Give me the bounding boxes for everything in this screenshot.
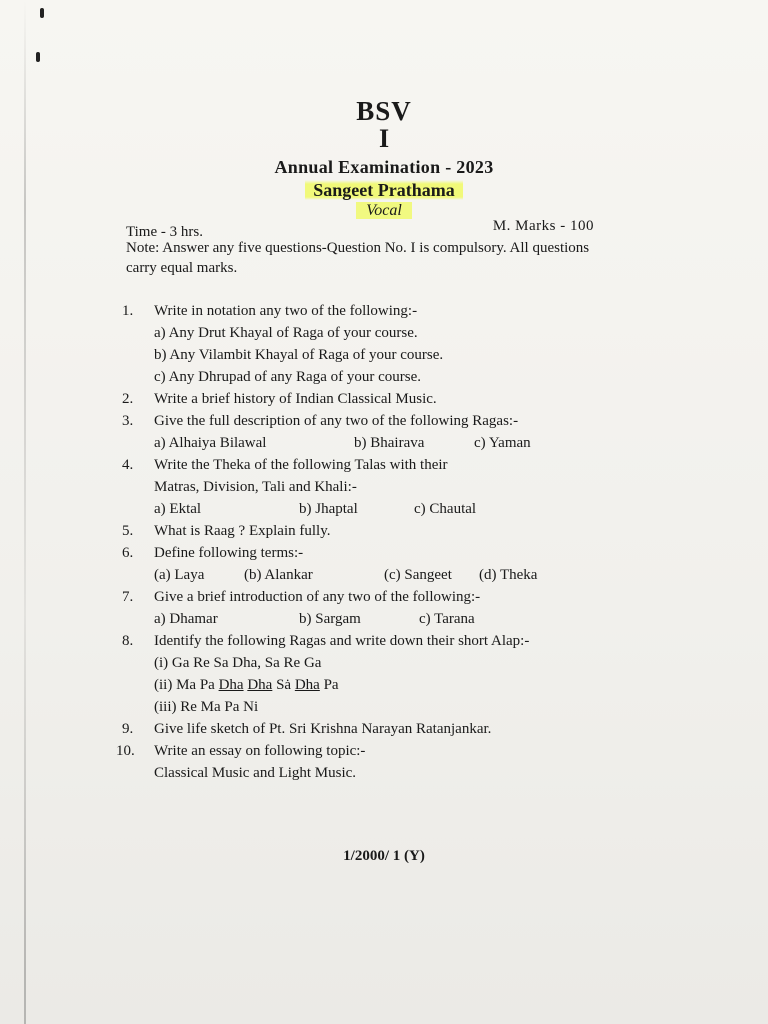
- paper-type: [0, 202, 768, 220]
- option: (d) Theka: [479, 567, 538, 583]
- option: a) Dhamar: [154, 611, 218, 627]
- question-2: [122, 388, 622, 410]
- question-text: What is Raag ? Explain fully.: [154, 523, 331, 539]
- sub-option: a) Any Drut Khayal of Raga of your course.: [154, 325, 418, 341]
- question-10: [116, 740, 622, 784]
- semester-numeral: I: [378, 124, 390, 153]
- question-list: [116, 300, 622, 784]
- question-text: Write the Theka of the following Talas with their: [154, 457, 448, 473]
- question-number: 3.: [122, 413, 134, 429]
- alap-part: Sȧ: [272, 677, 295, 693]
- margin-mark: [36, 52, 40, 62]
- alap-part: (ii) Ma Pa: [154, 677, 219, 693]
- option-row: [154, 432, 622, 454]
- sub-option: b) Any Vilambit Khayal of Raga of your course.: [154, 347, 444, 363]
- komal-note: Dha: [218, 677, 244, 693]
- question-text: Identify the following Ragas and write down their short Alap:-: [154, 633, 530, 649]
- question-3: [122, 410, 622, 454]
- option: (a) Laya: [154, 567, 205, 583]
- option: a) Alhaiya Bilawal: [154, 435, 267, 451]
- question-number: 2.: [122, 391, 134, 407]
- question-text: Write a brief history of Indian Classical Music.: [154, 391, 437, 407]
- question-number: 7.: [122, 589, 134, 605]
- paper-type-highlight: Vocal: [356, 202, 412, 219]
- option: b) Bhairava: [354, 435, 425, 451]
- option: b) Jhaptal: [299, 501, 358, 517]
- question-number: 9.: [122, 721, 134, 737]
- question-number: 5.: [122, 523, 134, 539]
- question-8: [122, 630, 622, 718]
- alap-phrase: [154, 674, 622, 696]
- question-text: Give life sketch of Pt. Sri Krishna Narayan Ratanjankar.: [154, 721, 492, 737]
- option-row: [154, 608, 622, 630]
- subject-title: [0, 180, 768, 201]
- question-number: 6.: [122, 545, 134, 561]
- question-number: 8.: [122, 633, 134, 649]
- question-text: Give the full description of any two of the following Ragas:-: [154, 413, 519, 429]
- subject-highlight: Sangeet Prathama: [305, 180, 462, 200]
- max-marks: M. Marks - 100: [492, 218, 594, 234]
- komal-note: Dha: [294, 677, 320, 693]
- margin-mark: [40, 8, 44, 18]
- question-text-continued: Matras, Division, Tali and Khali:-: [154, 479, 357, 495]
- komal-note: Dha: [247, 677, 273, 693]
- question-number: 10.: [116, 743, 135, 759]
- question-9: [122, 718, 622, 740]
- option: c) Tarana: [419, 611, 475, 627]
- option: b) Sargam: [299, 611, 361, 627]
- question-text: Write an essay on following topic:-: [154, 743, 366, 759]
- question-7: [122, 586, 622, 630]
- question-number: 4.: [122, 457, 134, 473]
- exam-title: Annual Examination - 2023: [274, 157, 494, 177]
- option: (c) Sangeet: [384, 567, 452, 583]
- course-code: BSV: [356, 96, 412, 126]
- option: (b) Alankar: [244, 567, 313, 583]
- alap-phrase: (iii) Re Ma Pa Ni: [154, 699, 259, 715]
- question-text: Give a brief introduction of any two of the following:-: [154, 589, 481, 605]
- question-4: [122, 454, 622, 520]
- question-text: Write in notation any two of the following:-: [154, 303, 418, 319]
- paper-code-footer: 1/2000/ 1 (Y): [343, 848, 425, 864]
- option: c) Chautal: [414, 501, 477, 517]
- question-6: [122, 542, 622, 586]
- option: c) Yaman: [474, 435, 531, 451]
- instructions-note: Note: Answer any five questions-Question No. I is compulsory. All questions carry equal marks.: [126, 240, 590, 276]
- essay-topic: Classical Music and Light Music.: [154, 765, 357, 781]
- sub-option: c) Any Dhrupad of any Raga of your course.: [154, 369, 422, 385]
- option-row: [154, 564, 622, 586]
- question-number: 1.: [122, 303, 134, 319]
- option-row: [154, 498, 622, 520]
- alap-part: Pa: [319, 677, 339, 693]
- option: a) Ektal: [154, 501, 202, 517]
- time-allowed: Time - 3 hrs.: [126, 224, 203, 240]
- question-1: [122, 300, 622, 388]
- alap-phrase: (i) Ga Re Sa Dha, Sa Re Ga: [154, 655, 322, 671]
- question-5: [122, 520, 622, 542]
- question-text: Define following terms:-: [154, 545, 304, 561]
